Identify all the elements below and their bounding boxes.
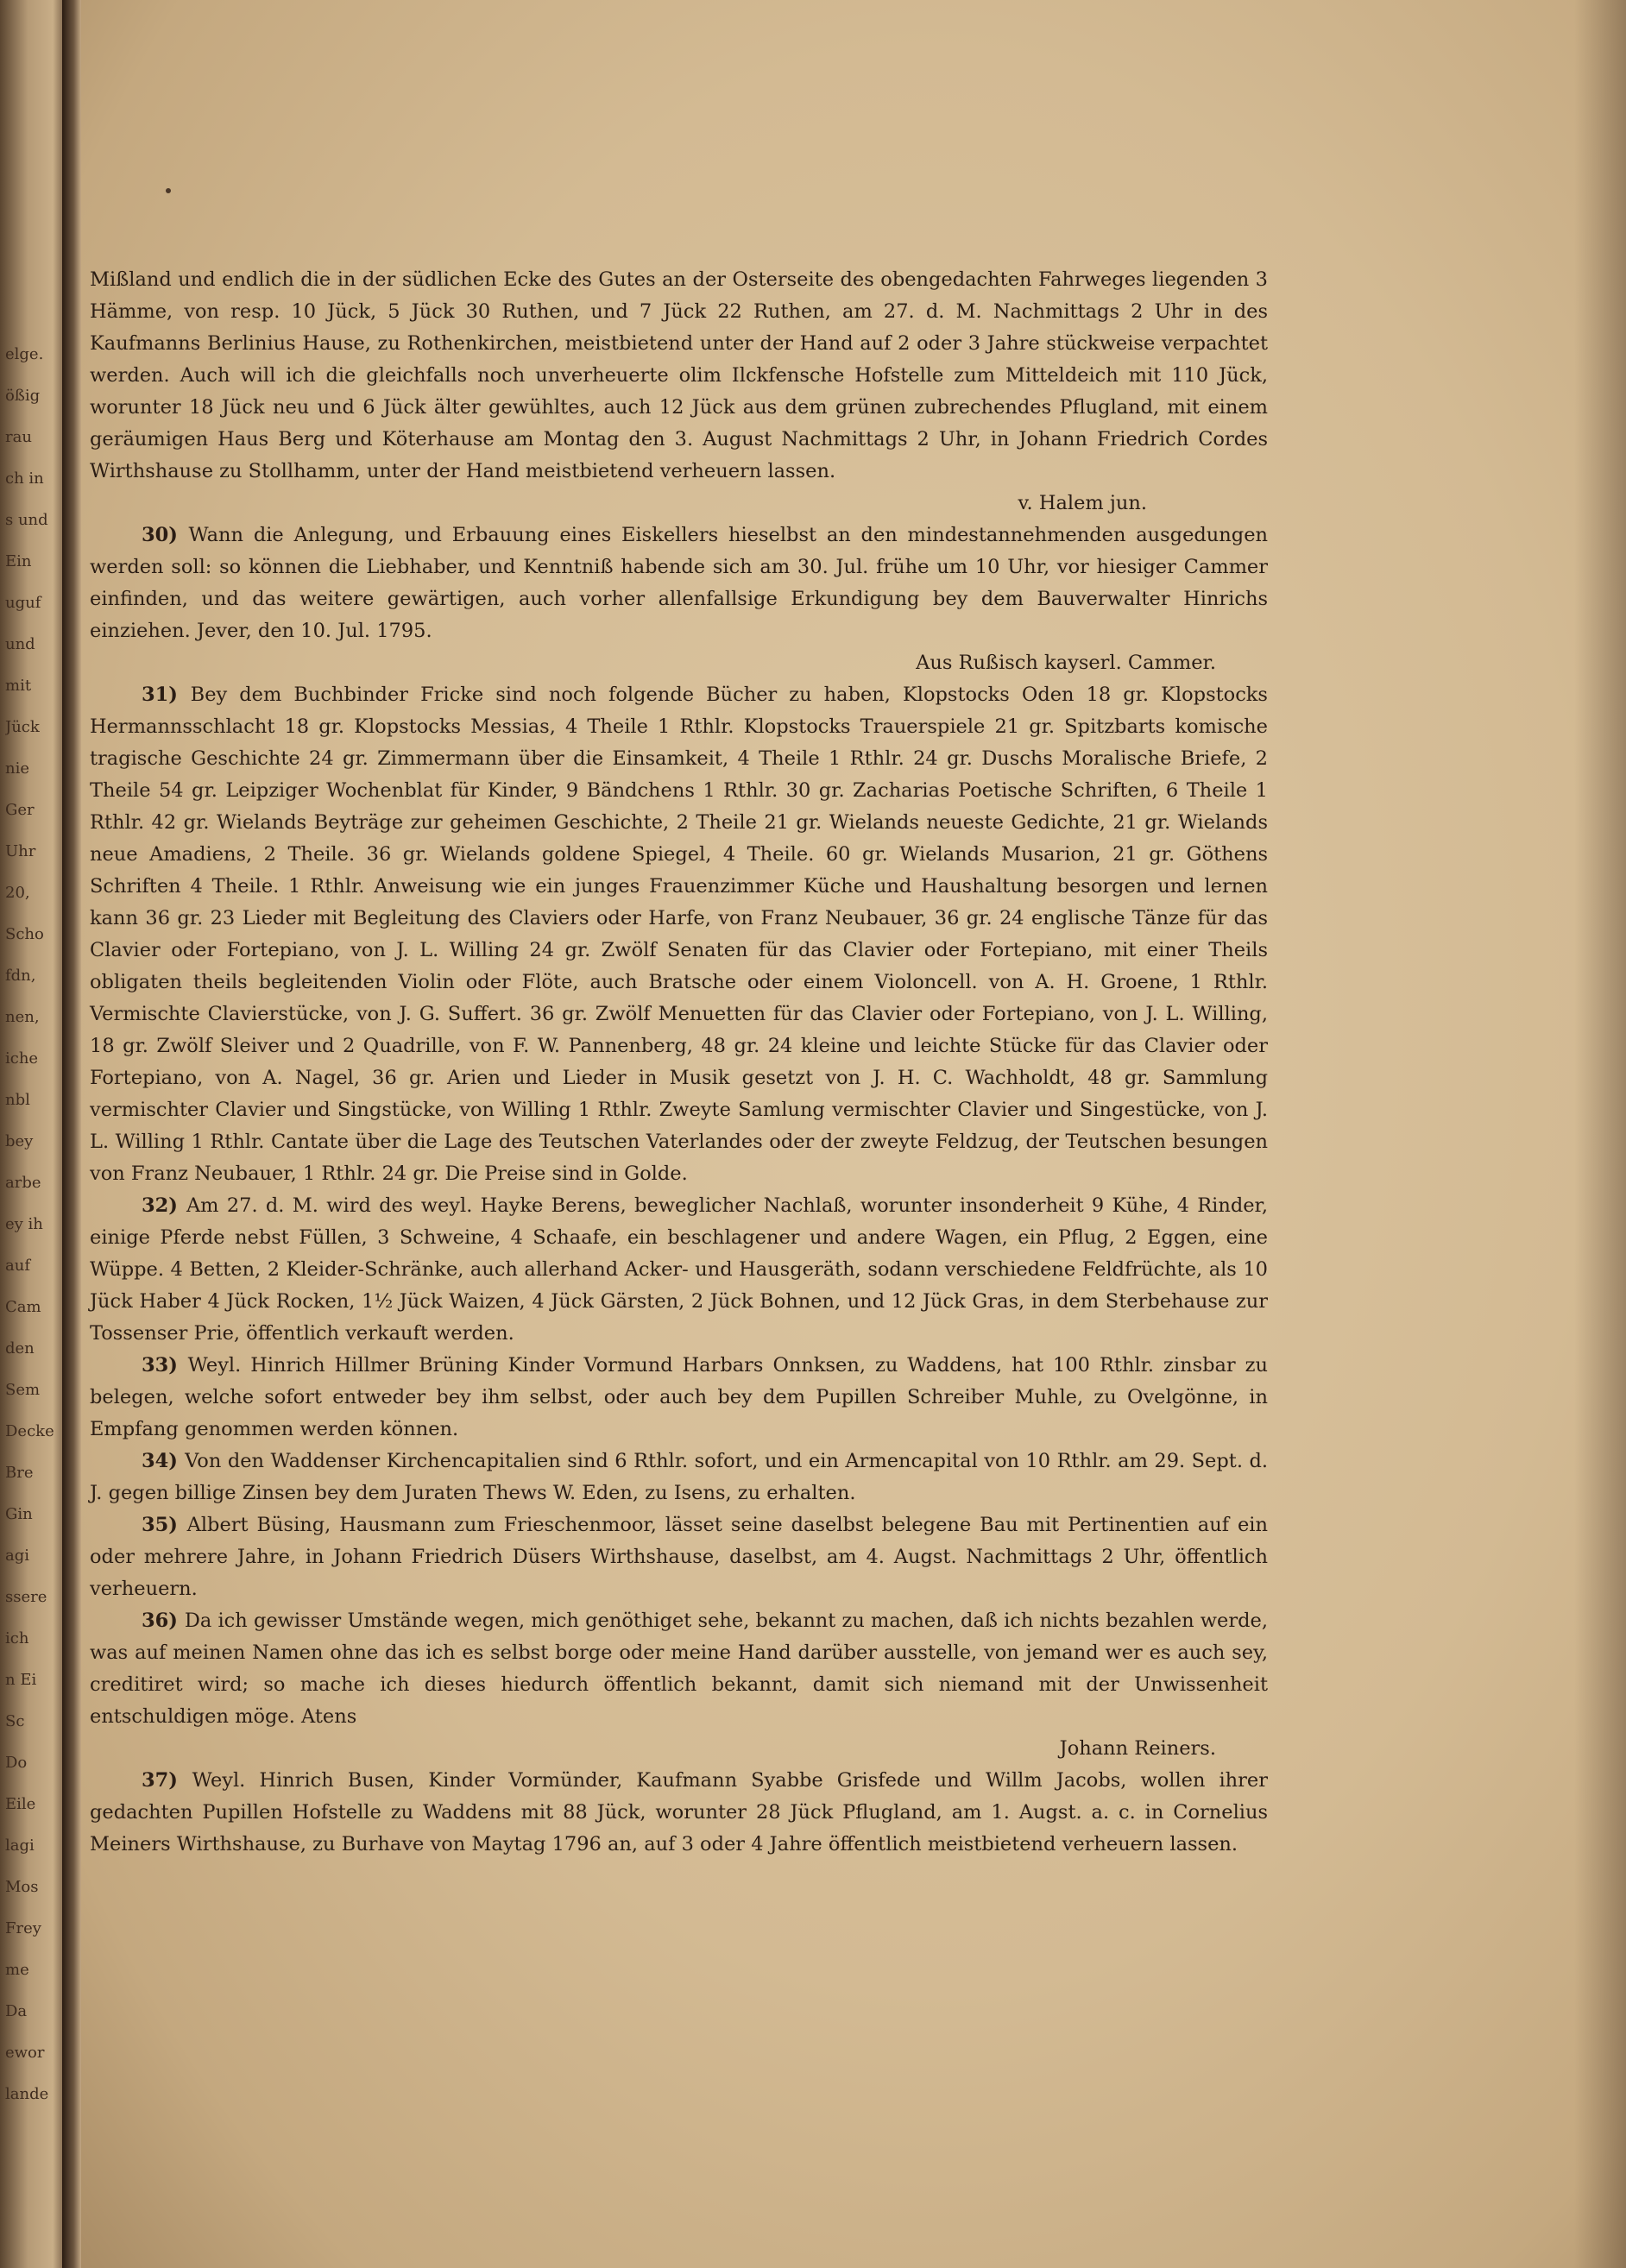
entry-text: Albert Büsing, Hausmann zum Frieschenmoor, lässet seine daselbst belegene Bau mit Pertinentien auf ein oder mehrere Jahre, in Johann Friedrich Düsers Wirthshause, daselbst, am 4. Augst. Nachmittags 2 Uhr, öffentlich verheuern. <box>90 1514 1268 1600</box>
entry-text: Von den Waddenser Kirchencapitalien sind 6 Rthlr. sofort, und ein Armencapital von 10 Rthlr. am 29. Sept. d. J. gegen billige Zinsen bey dem Juraten Thews W. Eden, zu Isens, zu erhalten. <box>90 1450 1269 1504</box>
book-gutter <box>62 0 81 2268</box>
facing-page-fragment: Scho <box>5 925 44 943</box>
facing-page-fragment: n Ei <box>5 1671 37 1689</box>
facing-page-fragment: s und <box>5 511 48 529</box>
facing-page-fragment: lagi <box>5 1836 35 1855</box>
facing-page-fragment: rau <box>5 428 32 446</box>
entry-text: Da ich gewisser Umstände wegen, mich genöthiget sehe, bekannt zu machen, daß ich nichts bezahlen werde, was auf meinen Namen ohne das ich es selbst borge oder meine Hand darüber ausstelle, von jemand wer es auch sey, creditiret wird; so mache ich dieses hiedurch öffentlich bekannt, damit sich niemand mit der Unwissenheit entschuldigen möge. Atens <box>90 1610 1268 1728</box>
facing-page-fragment: den <box>5 1339 35 1358</box>
entry-signature: Johann Reiners. <box>1059 1737 1216 1760</box>
facing-page-fragment: Da <box>5 2002 28 2020</box>
facing-page-fragment: nbl <box>5 1091 30 1109</box>
entry-text: Am 27. d. M. wird des weyl. Hayke Berens, beweglicher Nachlaß, worunter insonderheit 9 Kühe, 4 Rinder, einige Pferde nebst Füllen, 3 Schweine, 4 Schaafe, ein beschlagener und andere Wagen, ein Pflug, 2 Eggen, eine Wüppe. 4 Betten, 2 Kleider-Schränke, auch allerhand Acker- und Hausgeräth, sodann verschiedene Feldfrüchte, als 10 Jück Haber 4 Jück Rocken, 1½ Jück Waizen, 4 Jück Gärsten, 2 Jück Bohnen, und 12 Jück Gras, in dem Sterbehause zur Tossenser Prie, öffentlich verkauft werden. <box>90 1194 1268 1345</box>
entry-number: 34) <box>142 1450 186 1472</box>
facing-page-fragment: iche <box>5 1049 39 1068</box>
notice-entry <box>90 1446 1268 1509</box>
facing-page-fragment: nie <box>5 759 30 778</box>
facing-page-fragment: agi <box>5 1547 30 1565</box>
facing-page-fragment: Eile <box>5 1795 36 1813</box>
entry-text: Weyl. Hinrich Hillmer Brüning Kinder Vormund Harbars Onnksen, zu Waddens, hat 100 Rthlr. zinsbar zu belegen, welche sofort entweder bey ihm selbst, oder auch bey dem Pupillen Schreiber Muhle, zu Ovelgönne, in Empfang genommen werden können. <box>90 1354 1268 1440</box>
document-page <box>81 0 1626 2268</box>
facing-page-fragment: ch in <box>5 469 44 488</box>
entry-text: Weyl. Hinrich Busen, Kinder Vormünder, Kaufmann Syabbe Grisfede und Willm Jacobs, wollen ihrer gedachten Pupillen Hofstelle zu Waddens mit 88 Jück, worunter 28 Jück Pflugland, am 1. Augst. a. c. in Cornelius Meiners Wirthshause, zu Burhave von Maytag 1796 an, auf 3 oder 4 Jahre öffentlich meistbietend verheuern lassen. <box>90 1769 1268 1855</box>
notice-entry <box>90 520 1268 647</box>
notice-entry <box>90 1190 1268 1350</box>
facing-page-fragment: ich <box>5 1629 29 1647</box>
facing-page-fragment: Do <box>5 1754 28 1772</box>
entry-signature: Aus Rußisch kayserl. Cammer. <box>916 652 1216 674</box>
facing-page-fragment: nen, <box>5 1008 40 1026</box>
ink-speck <box>166 188 171 193</box>
facing-page-fragment: ssere <box>5 1588 47 1606</box>
facing-page-fragment: me <box>5 1961 29 1979</box>
facing-page-fragment: Frey <box>5 1919 41 1937</box>
facing-page-fragment: ey ih <box>5 1215 43 1233</box>
facing-page-fragment: elge. <box>5 345 44 363</box>
facing-page-fragment: Bre <box>5 1464 34 1482</box>
facing-page-edge <box>0 0 62 2268</box>
entry-number: 35) <box>142 1514 187 1536</box>
facing-page-fragment: Sem <box>5 1381 41 1399</box>
entry-text: Bey dem Buchbinder Fricke sind noch folgende Bücher zu haben, Klopstocks Oden 18 gr. Klopstocks Hermannsschlacht 18 gr. Klopstocks Messias, 4 Theile 1 Rthlr. Klopstocks Trauerspiele 21 gr. Spitzbarts komische tragische Geschichte 24 gr. Zimmermann über die Einsamkeit, 4 Theile 1 Rthlr. 24 gr. Duschs Moralische Briefe, 2 Theile 54 gr. Leipziger Wochenblat für Kinder, 9 Bändchens 1 Rthlr. 30 gr. Zacharias Poetische Schriften, 6 Theile 1 Rthlr. 42 gr. Wielands Beyträge zur geheimen Geschichte, 2 Theile 21 gr. Wielands neueste Gedichte, 21 gr. Wielands neue Amadiens, 2 Theile. 36 gr. Wielands goldene Spiegel, 4 Theile. 60 gr. Wielands Musarion, 21 gr. Göthens Schriften 4 Theile. 1 Rthlr. Anweisung wie ein junges Frauenzimmer Küche und Haushaltung besorgen und lernen kann 36 gr. 23 Lieder mit Begleitung des Claviers oder Harfe, von Franz Neubauer, 36 gr. 24 englische Tänze für das Clavier oder Fortepiano, von J. L. Willing 24 gr. Zwölf Senaten für das Clavier oder Fortepiano, mit einer Theils obligaten theils begleitenden Violin oder Flöte, auch Bratsche oder einem Violoncell. von A. H. Groene, 1 Rthlr. Vermischte Clavierstücke, von J. G. Suffert. 36 gr. Zwölf Menuetten für das Clavier oder Fortepiano, von J. L. Willing, 18 gr. Zwölf Sleiver und 2 Quadrille, von F. W. Pannenberg, 48 gr. 24 kleine und leichte Stücke für das Clavier oder Fortepiano, von A. Nagel, 36 gr. Arien und Lieder in Musik gesetzt von J. H. C. Wachholdt, 48 gr. Sammlung vermischter Clavier und Singstücke, von Willing 1 Rthlr. Zweyte Samlung vermischter Clavier und Singestücke, von J. L. Willing 1 Rthlr. Cantate über die Lage des Teutschen Vaterlandes oder der zweyte Feldzug, der Teutschen besungen von Franz Neubauer, 1 Rthlr. 24 gr. Die Preise sind in Golde. <box>90 684 1268 1185</box>
notice-entry <box>90 1509 1268 1605</box>
facing-page-fragment: fdn, <box>5 967 36 985</box>
facing-page-fragment: ewor <box>5 2044 45 2062</box>
notice-entry <box>90 1605 1268 1733</box>
page-text <box>90 264 1268 1861</box>
notice-entry <box>90 1765 1268 1861</box>
facing-page-fragment: ößig <box>5 387 41 405</box>
notice-entry <box>90 679 1268 1190</box>
entry-number: 33) <box>142 1354 188 1377</box>
facing-page-fragment: Uhr <box>5 842 36 860</box>
facing-page-fragment: Jück <box>5 718 40 736</box>
facing-page-fragment: uguf <box>5 594 41 612</box>
intro-paragraph: Mißland und endlich die in der südlichen Ecke des Gutes an der Osterseite des obengedachten Fahrweges liegenden 3 Hämme, von resp. 10 Jück, 5 Jück 30 Ruthen, und 7 Jück 22 Ruthen, am 27. d. M. Nachmittags 2 Uhr in des Kaufmanns Berlinius Hause, zu Rothenkirchen, meistbietend unter der Hand auf 2 oder 3 Jahre stückweise verpachtet werden. Auch will ich die gleichfalls noch unverheuerte olim Ilckfensche Hofstelle zum Mitteldeich mit 110 Jück, worunter 18 Jück neu und 6 Jück älter gewühltes, auch 12 Jück aus dem grünen zubrechendes Pflugland, mit einem geräumigen Haus Berg und Köterhause am Montag den 3. August Nachmittags 2 Uhr, in Johann Friedrich Cordes Wirthshause zu Stollhamm, unter der Hand meistbietend verheuern lassen. <box>90 268 1268 482</box>
entry-number: 32) <box>142 1194 186 1217</box>
facing-page-fragment: mit <box>5 677 32 695</box>
facing-page-fragment: auf <box>5 1257 30 1275</box>
facing-page-fragment: Ein <box>5 552 32 570</box>
facing-page-fragment: Mos <box>5 1878 39 1896</box>
facing-page-fragment: Ger <box>5 801 35 819</box>
facing-page-fragment: und <box>5 635 35 653</box>
entry-number: 36) <box>142 1610 185 1632</box>
facing-page-fragment: lande <box>5 2085 49 2103</box>
notice-entry <box>90 1350 1268 1446</box>
facing-page-fragment: 20, <box>5 884 30 902</box>
facing-page-fragment: Sc <box>5 1712 25 1730</box>
intro-signature: v. Halem jun. <box>1018 492 1147 514</box>
facing-page-fragment: Gin <box>5 1505 33 1523</box>
entries-list <box>90 520 1268 1861</box>
entry-number: 31) <box>142 684 191 706</box>
entry-number: 30) <box>142 524 189 546</box>
facing-page-fragment: Decke <box>5 1422 54 1440</box>
facing-page-fragment: arbe <box>5 1174 41 1192</box>
entry-text: Wann die Anlegung, und Erbauung eines Eiskellers hieselbst an den mindestannehmenden ausgedungen werden soll: so können die Liebhaber, und Kenntniß habende sich am 30. Jul. frühe um 10 Uhr, vor hiesiger Cammer einfinden, und das weitere gewärtigen, auch vorher allenfallsige Erkundigung bey dem Bauverwalter Hinrichs einziehen. Jever, den 10. Jul. 1795. <box>90 524 1268 642</box>
entry-number: 37) <box>142 1769 192 1792</box>
facing-page-fragment: Cam <box>5 1298 41 1316</box>
facing-page-fragment: bey <box>5 1132 34 1150</box>
